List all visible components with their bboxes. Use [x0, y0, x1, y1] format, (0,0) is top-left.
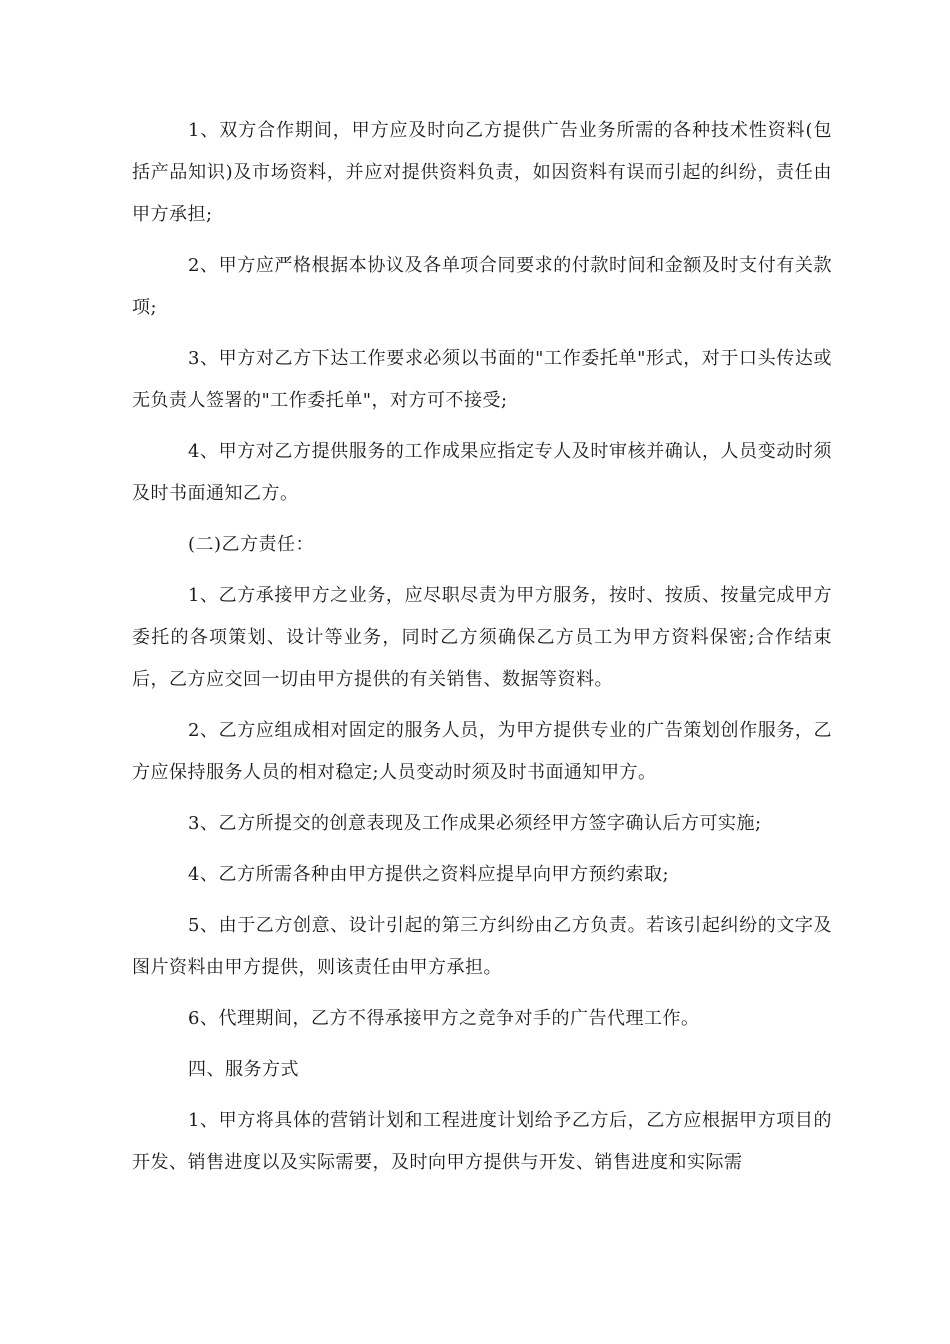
paragraph-party-b-1: 1、乙方承接甲方之业务，应尽职尽责为甲方服务，按时、按质、按量完成甲方委托的各项策划、设计等业务，同时乙方须确保乙方员工为甲方资料保密;合作结束后，乙方应交回一切由甲方提供的有关销售、数据等资料。 [132, 585, 832, 690]
document-body [132, 110, 832, 1193]
paragraph-party-b-2: 2、乙方应组成相对固定的服务人员，为甲方提供专业的广告策划创作服务，乙方应保持服务人员的相对稳定;人员变动时须及时书面通知甲方。 [132, 720, 832, 783]
paragraph-party-a-2: 2、甲方应严格根据本协议及各单项合同要求的付款时间和金额及时支付有关款项; [132, 255, 832, 318]
paragraph-party-a-1: 1、双方合作期间，甲方应及时向乙方提供广告业务所需的各种技术性资料(包括产品知识)及市场资料，并应对提供资料负责，如因资料有误而引起的纠纷，责任由甲方承担; [132, 120, 832, 225]
paragraph-party-b-6: 6、代理期间，乙方不得承接甲方之竞争对手的广告代理工作。 [188, 1008, 700, 1029]
paragraph-party-a-4: 4、甲方对乙方提供服务的工作成果应指定专人及时审核并确认，人员变动时须及时书面通知乙方。 [132, 441, 832, 504]
paragraph-service-1: 1、甲方将具体的营销计划和工程进度计划给予乙方后，乙方应根据甲方项目的开发、销售进度以及实际需要，及时向甲方提供与开发、销售进度和实际需 [132, 1110, 832, 1173]
paragraph-party-b-5: 5、由于乙方创意、设计引起的第三方纠纷由乙方负责。若该引起纠纷的文字及图片资料由甲方提供，则该责任由甲方承担。 [132, 915, 832, 978]
paragraph-party-b-4: 4、乙方所需各种由甲方提供之资料应提早向甲方预约索取; [188, 864, 670, 885]
section-heading-service-method: 四、服务方式 [188, 1059, 299, 1080]
section-heading-party-b: (二)乙方责任： [188, 534, 315, 555]
paragraph-party-a-3: 3、甲方对乙方下达工作要求必须以书面的"工作委托单"形式，对于口头传达或无负责人签署的"工作委托单"，对方可不接受; [132, 348, 832, 411]
paragraph-party-b-3: 3、乙方所提交的创意表现及工作成果必须经甲方签字确认后方可实施; [188, 813, 762, 834]
